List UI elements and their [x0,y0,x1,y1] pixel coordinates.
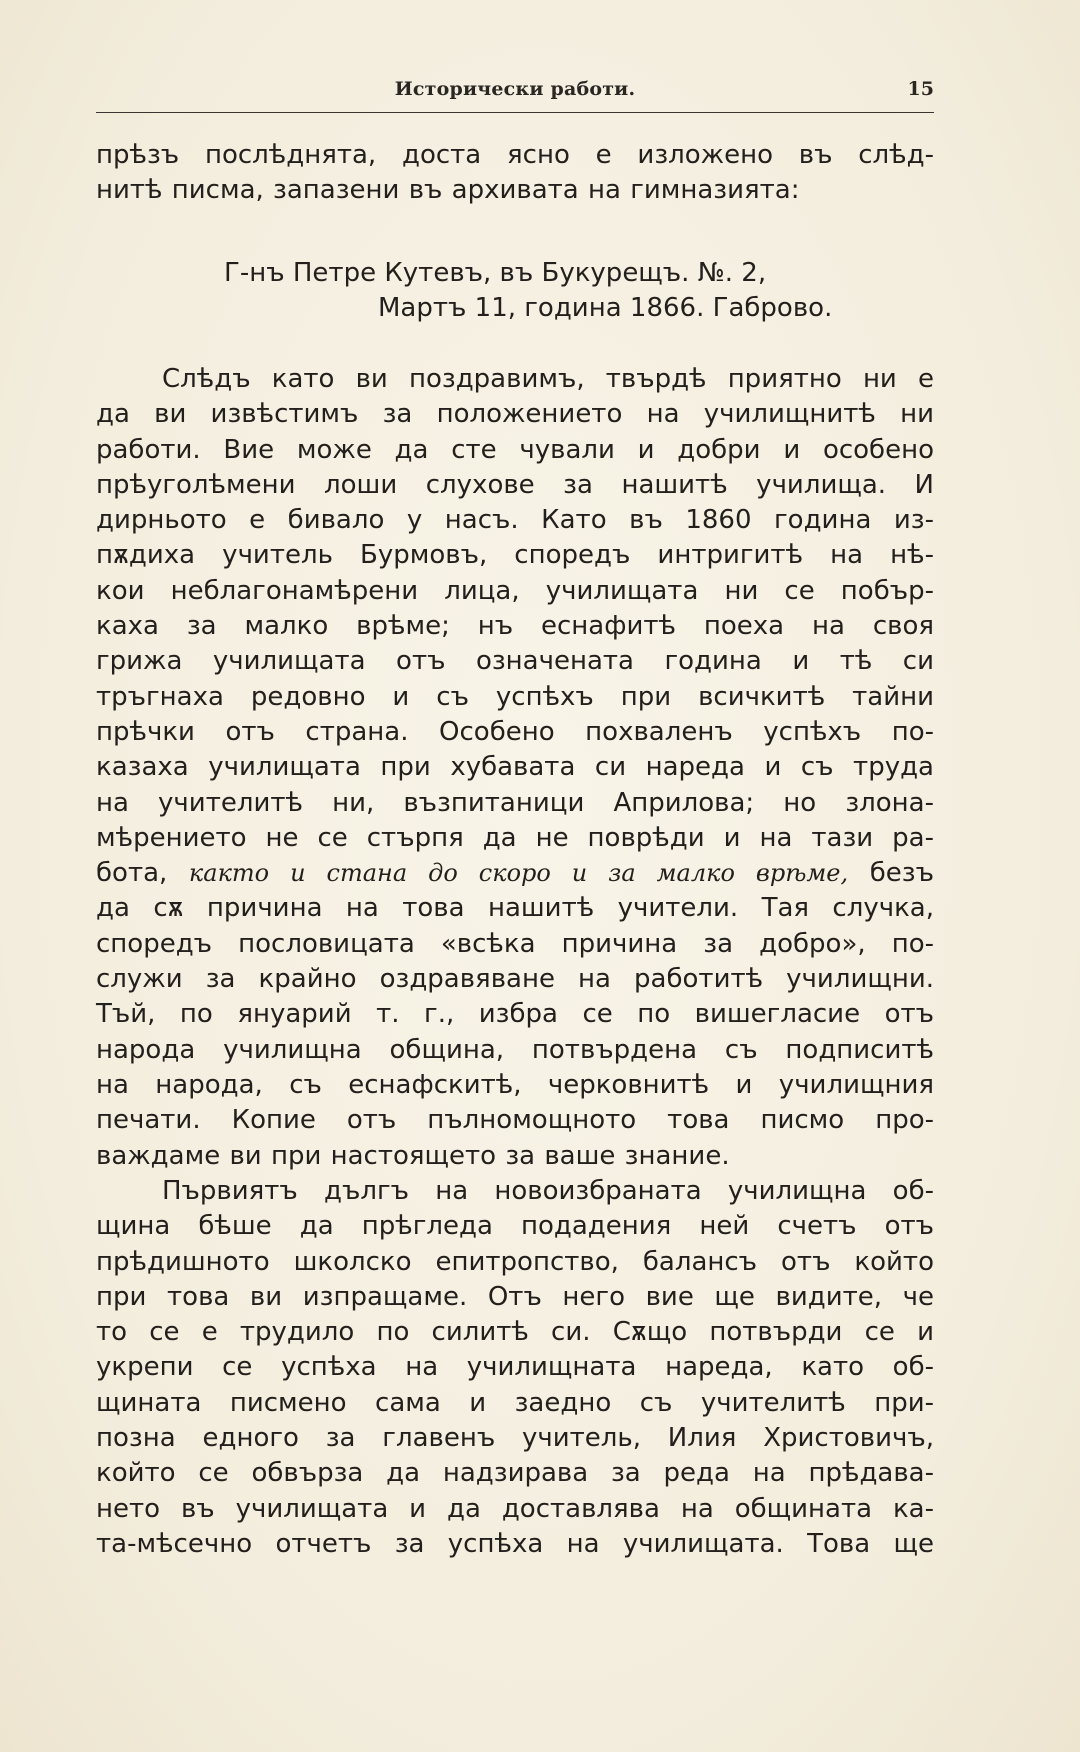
italic-phrase: както и стана до скоро и за малко врѣме, [188,859,849,888]
text-line: дирньото е бивало у насъ. Като въ 1860 година из- [96,505,934,536]
paragraph-2 [96,1174,934,1562]
text-line: та-мѣсечно отчетъ за успѣха на училищата. Това ще [96,1528,934,1559]
letter-salutation [96,256,934,327]
paragraph-1 [96,362,934,1174]
text-line: да ви извѣстимъ за положението на училищнитѣ ни [96,399,934,430]
italic-suffix: безъ [869,858,934,889]
text-line: кои неблагонамѣрени лица, училищата ни се побър- [96,575,934,606]
text-line: Тъй, по януарий т. г., избра се по вишегласие отъ [96,999,934,1030]
text-line: нитѣ писма, запазени въ архивата на гимназията: [96,175,800,206]
text-line: народа училищна община, потвърдена съ подписитѣ [96,1034,934,1065]
italic-prefix: бота, [96,858,168,889]
text-line: каха за малко врѣме; нъ еснафитѣ поеха на своя [96,611,934,642]
running-header [96,78,934,112]
text-line: Слѣдъ като ви поздравимъ, твърдѣ приятно ни е [162,364,934,394]
intro-text [96,138,934,209]
text-line: то се е трудило по силитѣ си. Сѫщо потвърди се и [96,1317,934,1348]
text-line: прѣдишното школско епитропство, балансъ отъ който [96,1246,934,1277]
text-line: на учителитѣ ни, възпитаници Априлова; но злона- [96,787,934,818]
text-line: Първиятъ дългъ на новоизбраната училищна об- [162,1176,934,1206]
text-line: казаха училищата при хубавата си нареда и съ труда [96,752,934,783]
text-line: служи за крайно оздравяване на работитѣ училищни. [96,964,934,995]
text-line: важдаме ви при настоящето за ваше знание. [96,1140,730,1171]
text-line: прѣчки отъ страна. Особено похваленъ успѣхъ по- [96,716,934,747]
text-line: укрепи се успѣха на училищната нареда, като об- [96,1352,934,1383]
text-line: мѣрението не се стърпя да не поврѣди и на тази ра- [96,822,934,853]
text-line: печати. Копие отъ пълномощното това писмо про- [96,1105,934,1136]
text-line: прѣуголѣмени лоши слухове за нашитѣ училища. И [96,469,934,500]
page-number: 15 [907,78,934,100]
text-line: на народа, съ еснафскитѣ, черковнитѣ и училищния [96,1069,934,1100]
text-line: нето въ училищата и да доставлява на общината ка- [96,1493,934,1524]
text-line: споредъ пословицата «всѣка причина за добро», по- [96,928,934,959]
text-line: при това ви изпращаме. Отъ него вие ще видите, че [96,1281,934,1312]
text-line: прѣзъ послѣднята, доста ясно е изложено въ слѣд- [96,140,934,170]
text-line-italic-phrase [96,856,934,891]
text-line: позна едного за главенъ учитель, Илия Христовичъ, [96,1423,934,1454]
text-line: работи. Вие може да сте чували и добри и особено [96,434,934,465]
header-rule [96,112,934,113]
salutation-date-line: Мартъ 11, година 1866. Габрово. [378,293,833,324]
text-line: пѫдиха учитель Бурмовъ, споредъ интригитѣ на нѣ- [96,540,934,571]
salutation-line: Г-нъ Петре Кутевъ, въ Букурещъ. №. 2, [224,258,767,288]
text-line: щина бѣше да прѣгледа подадения ней счетъ отъ [96,1211,934,1242]
running-title: Исторически работи. [394,78,636,100]
text-line: да сѫ причина на това нашитѣ учители. Тая случка, [96,893,934,924]
text-line: щината писмено сама и заедно съ учителитѣ при- [96,1387,934,1418]
text-line: грижа училищата отъ означената година и тѣ си [96,646,934,677]
text-line: който се обвърза да надзирава за реда на прѣдава- [96,1458,934,1489]
text-line: тръгнаха редовно и съ успѣхъ при всичкитѣ тайни [96,681,934,712]
